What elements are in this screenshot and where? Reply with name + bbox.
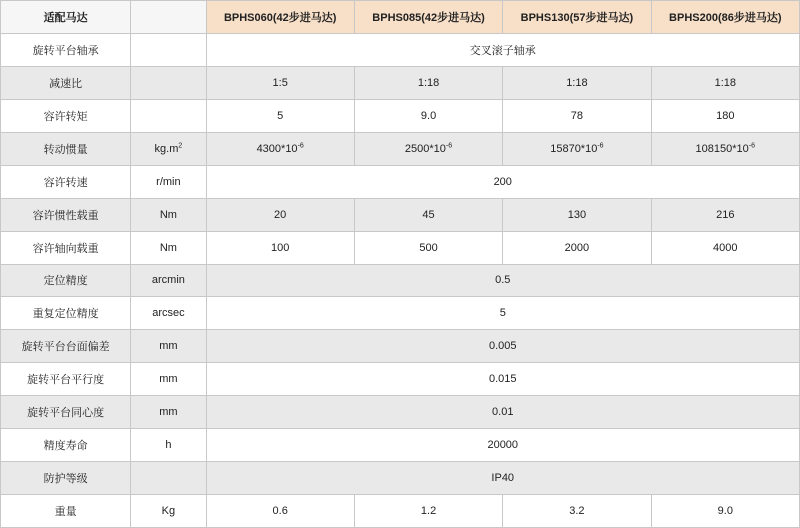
row-unit: h bbox=[131, 429, 206, 462]
row-label: 旋转平台台面偏差 bbox=[1, 330, 131, 363]
row-value: $2500*10^{-6}$ bbox=[354, 132, 502, 165]
header-model-cell: BPHS200(86步进马达) bbox=[651, 1, 799, 34]
row-value-merged: 0.015 bbox=[206, 363, 800, 396]
header-label-cell: 适配马达 bbox=[1, 1, 131, 34]
table-row bbox=[1, 99, 800, 132]
row-value: 2000 bbox=[503, 231, 651, 264]
row-unit: Nm bbox=[131, 198, 206, 231]
row-label: 减速比 bbox=[1, 66, 131, 99]
header-model-cell: BPHS085(42步进马达) bbox=[354, 1, 502, 34]
table-row bbox=[1, 165, 800, 198]
row-unit: mm bbox=[131, 363, 206, 396]
row-value-merged: 交叉滚子轴承 bbox=[206, 33, 800, 66]
row-value-merged: 0.01 bbox=[206, 396, 800, 429]
row-value-merged: 5 bbox=[206, 297, 800, 330]
row-value: 20 bbox=[206, 198, 354, 231]
table-header-row bbox=[1, 1, 800, 34]
row-label: 容许轴向载重 bbox=[1, 231, 131, 264]
table-row bbox=[1, 66, 800, 99]
table-row bbox=[1, 33, 800, 66]
table-body bbox=[1, 1, 800, 528]
row-value: 100 bbox=[206, 231, 354, 264]
row-value: 500 bbox=[354, 231, 502, 264]
row-unit bbox=[131, 99, 206, 132]
table-row bbox=[1, 363, 800, 396]
row-label: 容许惯性载重 bbox=[1, 198, 131, 231]
row-value: 180 bbox=[651, 99, 799, 132]
row-value: 5 bbox=[206, 99, 354, 132]
row-value: 4000 bbox=[651, 231, 799, 264]
row-value-merged: 20000 bbox=[206, 429, 800, 462]
row-label: 精度寿命 bbox=[1, 429, 131, 462]
row-value: 1:18 bbox=[651, 66, 799, 99]
row-value: 9.0 bbox=[651, 495, 799, 528]
row-label: 容许转矩 bbox=[1, 99, 131, 132]
table-row bbox=[1, 297, 800, 330]
table-row bbox=[1, 462, 800, 495]
table-row bbox=[1, 231, 800, 264]
table-row bbox=[1, 396, 800, 429]
row-unit: arcmin bbox=[131, 264, 206, 297]
row-unit bbox=[131, 462, 206, 495]
table-row bbox=[1, 495, 800, 528]
row-unit bbox=[131, 33, 206, 66]
table-row bbox=[1, 198, 800, 231]
row-value-merged: 0.005 bbox=[206, 330, 800, 363]
table-row bbox=[1, 330, 800, 363]
row-unit: arcsec bbox=[131, 297, 206, 330]
row-label: 旋转平台轴承 bbox=[1, 33, 131, 66]
row-unit: mm bbox=[131, 396, 206, 429]
row-value-merged: 0.5 bbox=[206, 264, 800, 297]
row-value: $4300*10^{-6}$ bbox=[206, 132, 354, 165]
header-model-cell: BPHS060(42步进马达) bbox=[206, 1, 354, 34]
row-label: 容许转速 bbox=[1, 165, 131, 198]
row-label: 旋转平台平行度 bbox=[1, 363, 131, 396]
row-unit: mm bbox=[131, 330, 206, 363]
row-unit: Nm bbox=[131, 231, 206, 264]
row-value: $15870*10^{-6}$ bbox=[503, 132, 651, 165]
row-value: 78 bbox=[503, 99, 651, 132]
row-unit bbox=[131, 66, 206, 99]
row-label: 旋转平台同心度 bbox=[1, 396, 131, 429]
row-value: 1:18 bbox=[503, 66, 651, 99]
row-unit: Kg bbox=[131, 495, 206, 528]
table-row bbox=[1, 429, 800, 462]
row-label: 重量 bbox=[1, 495, 131, 528]
row-value: 45 bbox=[354, 198, 502, 231]
row-label: 转动惯量 bbox=[1, 132, 131, 165]
row-value-merged: IP40 bbox=[206, 462, 800, 495]
row-unit: r/min bbox=[131, 165, 206, 198]
row-value: $108150*10^{-6}$ bbox=[651, 132, 799, 165]
row-label: 防护等级 bbox=[1, 462, 131, 495]
row-value: 9.0 bbox=[354, 99, 502, 132]
header-model-cell: BPHS130(57步进马达) bbox=[503, 1, 651, 34]
row-value: 216 bbox=[651, 198, 799, 231]
row-value: 130 bbox=[503, 198, 651, 231]
row-unit: $kg.m^2$ bbox=[131, 132, 206, 165]
row-value: 1:5 bbox=[206, 66, 354, 99]
table-row bbox=[1, 132, 800, 165]
row-label: 重复定位精度 bbox=[1, 297, 131, 330]
row-value: 1.2 bbox=[354, 495, 502, 528]
row-value: 3.2 bbox=[503, 495, 651, 528]
row-value: 1:18 bbox=[354, 66, 502, 99]
header-unit-cell bbox=[131, 1, 206, 34]
row-value-merged: 200 bbox=[206, 165, 800, 198]
row-value: 0.6 bbox=[206, 495, 354, 528]
row-label: 定位精度 bbox=[1, 264, 131, 297]
table-row bbox=[1, 264, 800, 297]
